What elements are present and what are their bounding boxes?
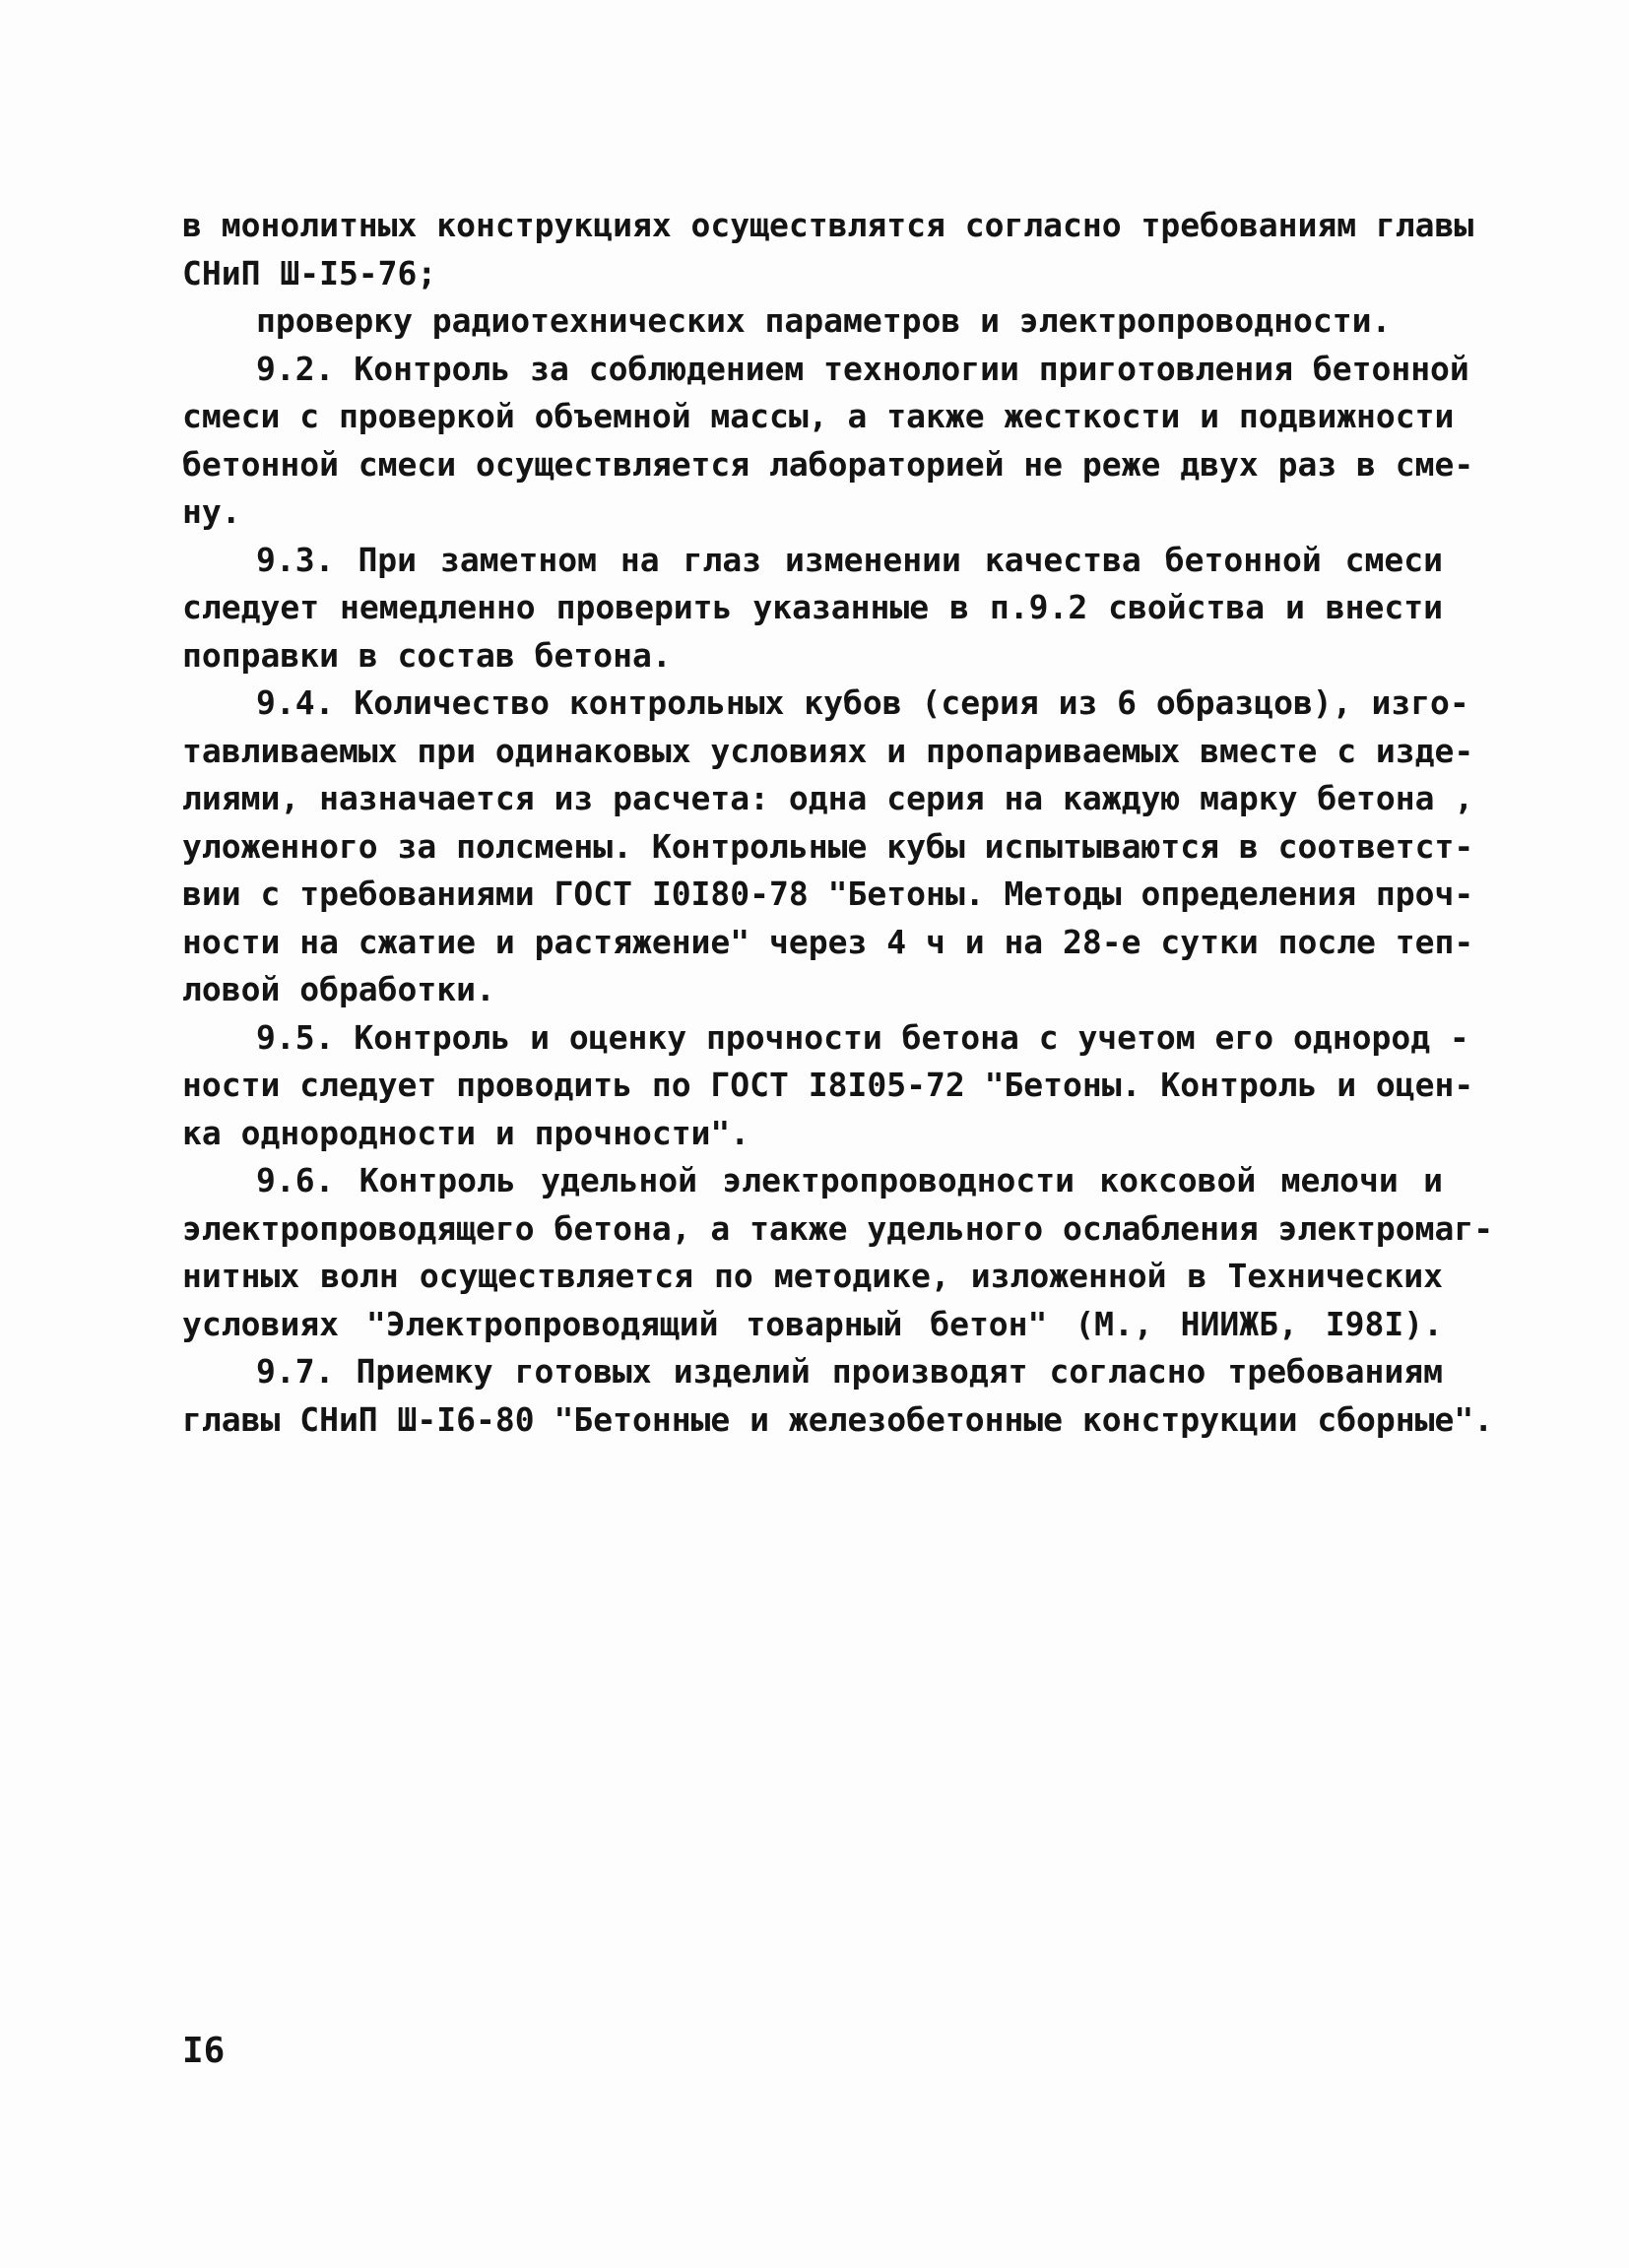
text-line: уложенного за полсмены. Контрольные кубы испытываются в соответст- xyxy=(182,826,1474,866)
text-line: ка однородности и прочности". xyxy=(182,1113,750,1152)
page-number: I6 xyxy=(182,2031,226,2071)
text-line: главы СНиП Ш-I6-80 "Бетонные и железобетонные конструкции сборные". xyxy=(182,1399,1494,1439)
text-line: ности следует проводить по ГОСТ I8I05-72 "Бетоны. Контроль и оцен- xyxy=(182,1066,1474,1104)
text-line: следует немедленно проверить указанные в п.9.2 свойства и внести xyxy=(182,588,1443,626)
text-line: ности на сжатие и растяжение" через 4 ч и на 28-е сутки после теп- xyxy=(182,922,1474,961)
text-line: условиях "Электропроводящий товарный бетон" (М., НИИЖБ, I98I). xyxy=(182,1304,1443,1343)
text-line: проверку радиотехнических параметров и электропроводности. xyxy=(256,301,1392,340)
text-line: вии с требованиями ГОСТ I0I80-78 "Бетоны. Методы определения проч- xyxy=(182,875,1474,913)
paragraph-9-5-start: 9.5. Контроль и оценку прочности бетона с учетом его однород - xyxy=(256,1017,1469,1057)
text-line: смеси с проверкой объемной массы, а также жесткости и подвижности xyxy=(182,397,1455,435)
text-line: СНиП Ш-I5-76; xyxy=(182,253,437,292)
text-line: ну. xyxy=(182,492,241,531)
body-text xyxy=(182,202,1494,1444)
text-line: нитных волн осуществляется по методике, изложенной в Технических xyxy=(182,1257,1443,1295)
text-line: тавливаемых при одинаковых условиях и пропариваемых вместе с изде- xyxy=(182,731,1474,770)
text-line: ловой обработки. xyxy=(182,970,495,1008)
text-line: поправки в состав бетона. xyxy=(182,635,672,675)
text-line: лиями, назначается из расчета: одна серия на каждую марку бетона , xyxy=(182,779,1474,817)
paragraph-9-2-start: 9.2. Контроль за соблюдением технологии приготовления бетонной xyxy=(256,349,1469,388)
text-line: бетонной смеси осуществляется лабораторией не реже двух раз в сме- xyxy=(182,444,1474,484)
paragraph-9-3-start: 9.3. При заметном на глаз изменении качества бетонной смеси xyxy=(256,540,1443,579)
paragraph-9-4-start: 9.4. Количество контрольных кубов (серия из 6 образцов), изго- xyxy=(256,683,1469,722)
paragraph-9-6-start: 9.6. Контроль удельной электропроводности коксовой мелочи и xyxy=(256,1161,1443,1199)
text-line: в монолитных конструкциях осуществлятся согласно требованиям главы xyxy=(182,206,1474,244)
text-line: электропроводящего бетона, а также удельного ослабления электромаг- xyxy=(182,1208,1494,1248)
paragraph-9-7-start: 9.7. Приемку готовых изделий производят согласно требованиям xyxy=(256,1352,1443,1391)
